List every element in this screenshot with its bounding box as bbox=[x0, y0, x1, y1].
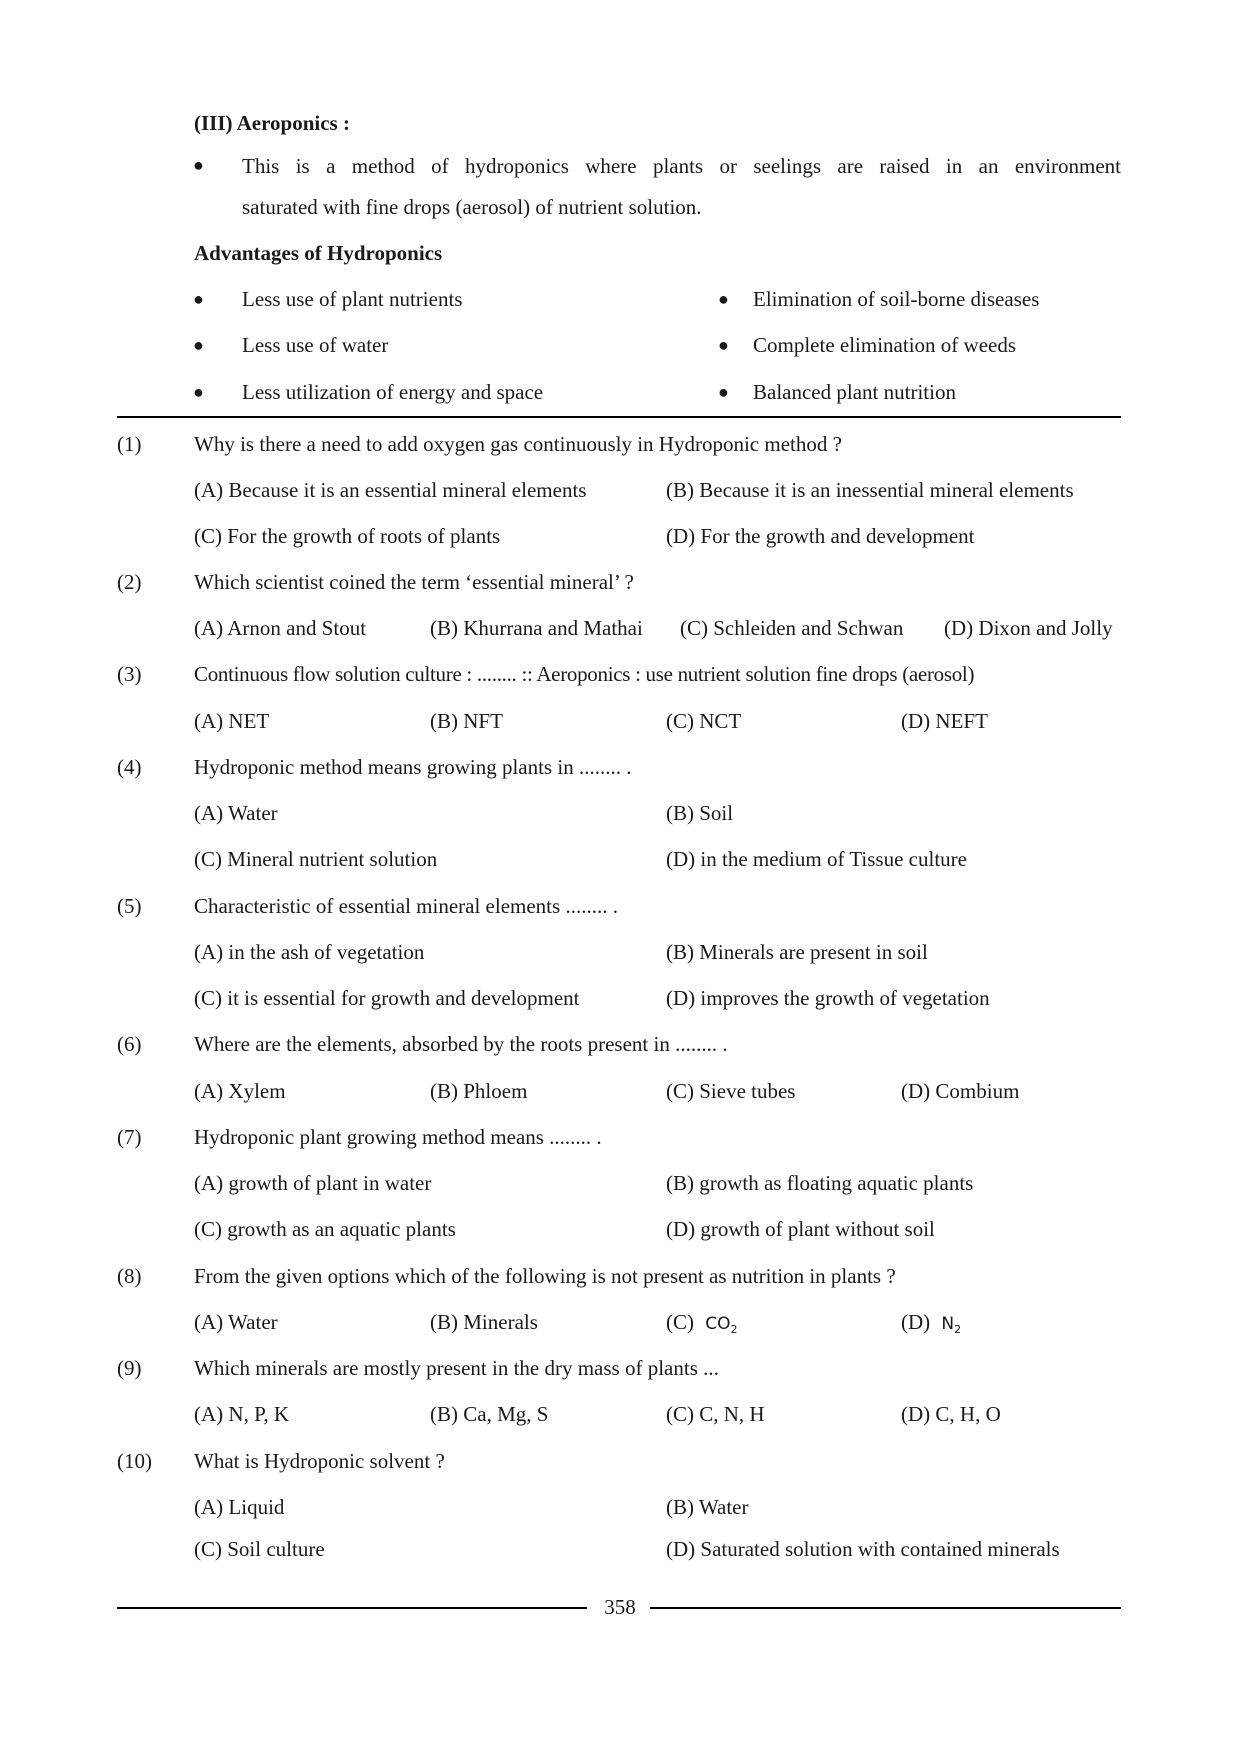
question-text: Why is there a need to add oxygen gas continuously in Hydroponic method ? bbox=[194, 432, 842, 456]
option-d: (D) Dixon and Jolly bbox=[944, 616, 1113, 640]
option-b: (B) Ca, Mg, S bbox=[430, 1402, 549, 1426]
question-number: (10) bbox=[117, 1449, 152, 1473]
bullet-icon: ● bbox=[193, 155, 204, 175]
aeroponics-heading: (III) Aeroponics : bbox=[194, 111, 350, 135]
option-c: (C) Mineral nutrient solution bbox=[194, 847, 438, 871]
option-a: (A) Liquid bbox=[194, 1495, 285, 1519]
option-b: (B) growth as floating aquatic plants bbox=[666, 1171, 974, 1195]
question-text: Continuous flow solution culture : ........ :: Aeroponics : use nutrient solution fine drops (aerosol) bbox=[194, 662, 975, 686]
section-divider bbox=[117, 416, 1121, 418]
co2-formula: $CO_2$ bbox=[705, 1314, 738, 1336]
option-b: (B) Because it is an inessential mineral elements bbox=[666, 478, 1074, 502]
option-b: (B) Minerals are present in soil bbox=[666, 940, 928, 964]
option-c: (C) For the growth of roots of plants bbox=[194, 524, 501, 548]
question-text: Hydroponic plant growing method means ........ . bbox=[194, 1125, 602, 1149]
option-a: (A) Water bbox=[194, 801, 278, 825]
option-c-label: (C) bbox=[666, 1310, 694, 1334]
bullet-icon: ● bbox=[193, 382, 204, 402]
option-a: (A) growth of plant in water bbox=[194, 1171, 432, 1195]
option-c: (C) NCT bbox=[666, 709, 742, 733]
option-d: (D) NEFT bbox=[901, 709, 988, 733]
question-number: (2) bbox=[117, 570, 142, 594]
option-a: (A) in the ash of vegetation bbox=[194, 940, 425, 964]
option-c bbox=[666, 1309, 738, 1343]
option-c: (C) C, N, H bbox=[666, 1402, 765, 1426]
page-number: 358 bbox=[604, 1595, 636, 1619]
question-number: (7) bbox=[117, 1125, 142, 1149]
option-a: (A) Water bbox=[194, 1310, 278, 1334]
option-b: (B) Soil bbox=[666, 801, 734, 825]
option-a: (A) N, P, K bbox=[194, 1402, 290, 1426]
question-text: From the given options which of the following is not present as nutrition in plants ? bbox=[194, 1264, 896, 1288]
bullet-icon: ● bbox=[193, 289, 204, 309]
option-d-label: (D) bbox=[901, 1310, 931, 1334]
bullet-icon: ● bbox=[718, 289, 729, 309]
advantages-heading: Advantages of Hydroponics bbox=[194, 241, 443, 265]
option-b: (B) Water bbox=[666, 1495, 749, 1519]
option-b: (B) NFT bbox=[430, 709, 503, 733]
question-text: Hydroponic method means growing plants in ........ . bbox=[194, 755, 632, 779]
question-number: (3) bbox=[117, 662, 142, 686]
option-a: (A) Because it is an essential mineral elements bbox=[194, 478, 587, 502]
option-c: (C) Schleiden and Schwan bbox=[680, 616, 904, 640]
question-number: (4) bbox=[117, 755, 142, 779]
aeroponics-text-line2: saturated with fine drops (aerosol) of nutrient solution. bbox=[242, 195, 702, 219]
option-d: (D) For the growth and development bbox=[666, 524, 975, 548]
n2-formula: $N_2$ bbox=[941, 1314, 962, 1336]
aeroponics-text-line1: This is a method of hydroponics where plants or seelings are raised in an environment bbox=[242, 154, 1121, 178]
advantage-item: Balanced plant nutrition bbox=[753, 380, 956, 404]
advantage-item: Complete elimination of weeds bbox=[753, 333, 1017, 357]
option-d: (D) in the medium of Tissue culture bbox=[666, 847, 967, 871]
option-a: (A) Arnon and Stout bbox=[194, 616, 367, 640]
option-b: (B) Khurrana and Mathai bbox=[430, 616, 643, 640]
question-text: Which minerals are mostly present in the dry mass of plants ... bbox=[194, 1356, 719, 1380]
option-b: (B) Phloem bbox=[430, 1079, 528, 1103]
question-text: Where are the elements, absorbed by the roots present in ........ . bbox=[194, 1032, 728, 1056]
bullet-icon: ● bbox=[193, 335, 204, 355]
bullet-icon: ● bbox=[718, 335, 729, 355]
question-number: (1) bbox=[117, 432, 142, 456]
option-b: (B) Minerals bbox=[430, 1310, 538, 1334]
option-c: (C) it is essential for growth and development bbox=[194, 986, 580, 1010]
advantage-item: Less utilization of energy and space bbox=[242, 380, 544, 404]
option-c: (C) Sieve tubes bbox=[666, 1079, 796, 1103]
advantage-item: Less use of water bbox=[242, 333, 389, 357]
option-a: (A) NET bbox=[194, 709, 270, 733]
option-d: (D) C, H, O bbox=[901, 1402, 1001, 1426]
option-a: (A) Xylem bbox=[194, 1079, 286, 1103]
advantage-item: Elimination of soil-borne diseases bbox=[753, 287, 1040, 311]
option-d: (D) improves the growth of vegetation bbox=[666, 986, 990, 1010]
bullet-icon: ● bbox=[718, 382, 729, 402]
question-number: (5) bbox=[117, 894, 142, 918]
question-number: (6) bbox=[117, 1032, 142, 1056]
question-text: Which scientist coined the term ‘essential mineral’ ? bbox=[194, 570, 634, 594]
option-d: (D) Saturated solution with contained minerals bbox=[666, 1537, 1060, 1561]
question-text: What is Hydroponic solvent ? bbox=[194, 1449, 445, 1473]
option-d bbox=[901, 1309, 961, 1343]
question-number: (9) bbox=[117, 1356, 142, 1380]
option-d: (D) Combium bbox=[901, 1079, 1020, 1103]
footer-rule-right bbox=[650, 1607, 1121, 1609]
footer-rule-left bbox=[117, 1607, 587, 1609]
option-c: (C) Soil culture bbox=[194, 1537, 325, 1561]
question-number: (8) bbox=[117, 1264, 142, 1288]
question-text: Characteristic of essential mineral elements ........ . bbox=[194, 894, 618, 918]
advantage-item: Less use of plant nutrients bbox=[242, 287, 463, 311]
option-c: (C) growth as an aquatic plants bbox=[194, 1217, 456, 1241]
option-d: (D) growth of plant without soil bbox=[666, 1217, 935, 1241]
